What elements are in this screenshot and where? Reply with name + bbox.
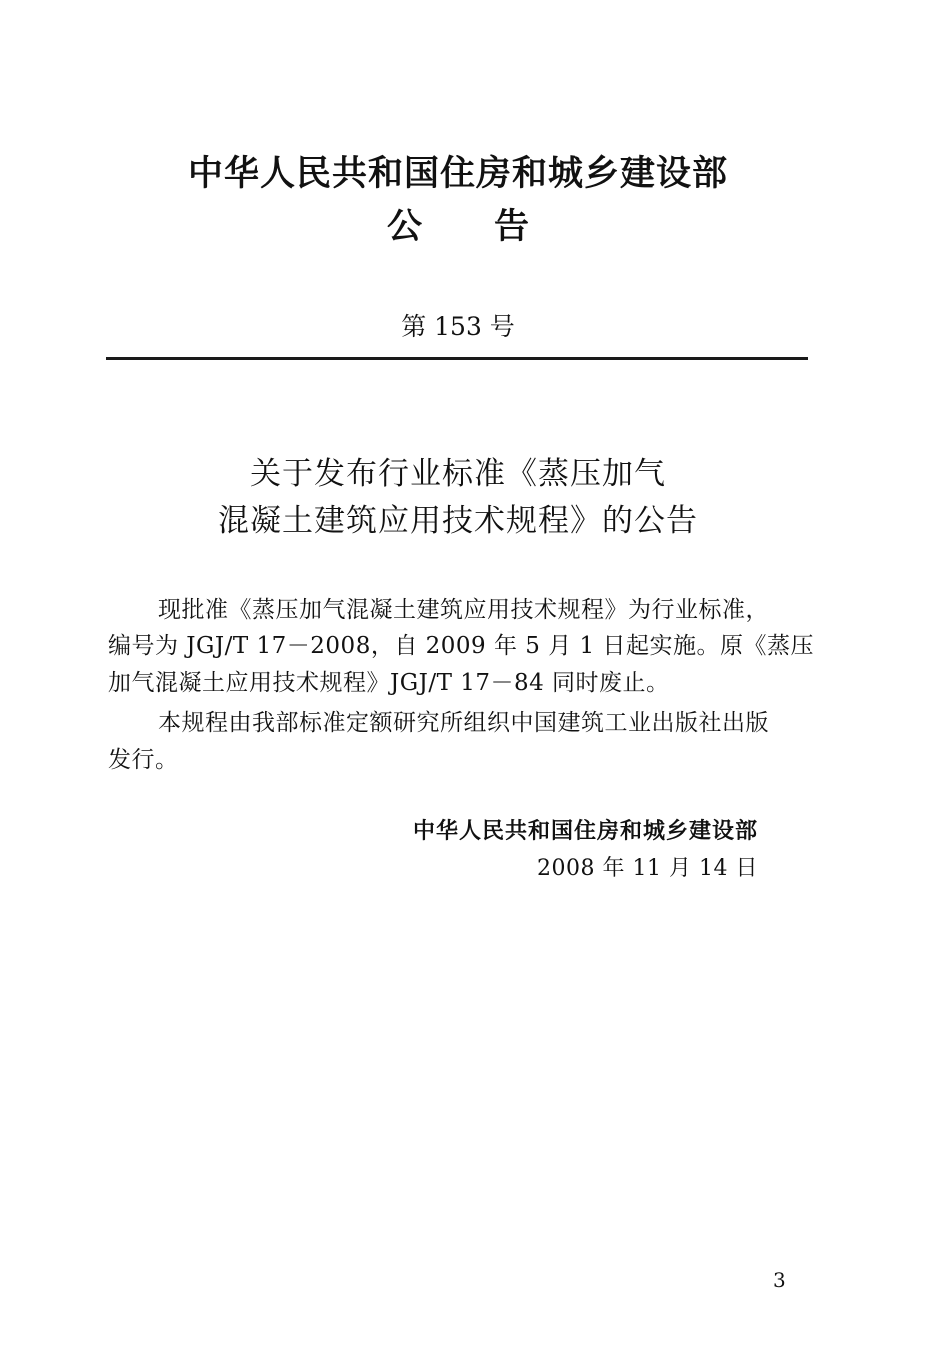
notice-title-char-2: 告 [494,207,530,247]
subject-line-1: 关于发布行业标准《蒸压加气 [250,456,666,492]
body-paragraph-1-line-2: 编号为 JGJ/T 17－2008，自 2009 年 5 月 1 日起实施。原《蒸压 [108,633,814,659]
document-number: 第 153 号 [401,312,515,341]
signature-organization: 中华人民共和国住房和城乡建设部 [412,819,758,844]
page-number: 3 [773,1268,786,1292]
header-divider [106,357,808,360]
ministry-title: 中华人民共和国住房和城乡建设部 [187,154,728,194]
notice-title [0,199,916,249]
signature-date: 2008 年 11 月 14 日 [537,856,758,881]
body-paragraph-2-line-2: 发行。 [108,747,179,773]
body-paragraph-1-line-1: 现批准《蒸压加气混凝土建筑应用技术规程》为行业标准， [158,597,769,623]
subject-line-2: 混凝土建筑应用技术规程》的公告 [218,503,698,539]
body-paragraph-1-line-3: 加气混凝土应用技术规程》JGJ/T 17－84 同时废止。 [108,670,670,696]
body-paragraph-2-line-1: 本规程由我部标准定额研究所组织中国建筑工业出版社出版 [158,710,769,736]
notice-title-char-1: 公 [386,207,422,247]
